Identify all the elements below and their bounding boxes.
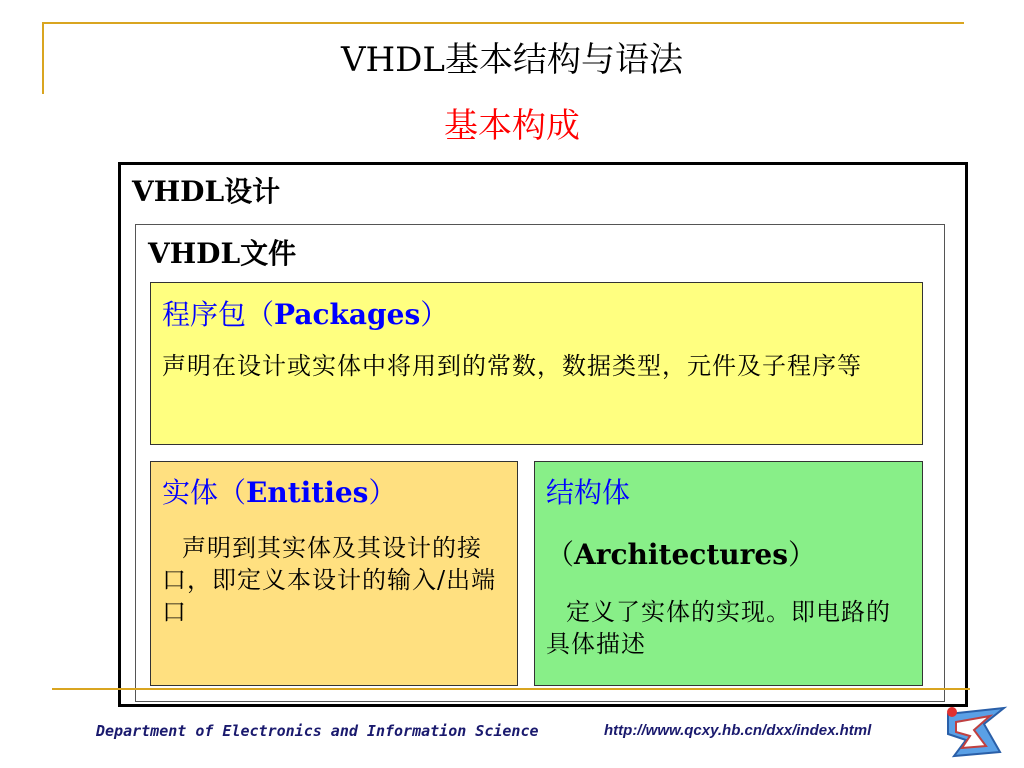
architectures-term-close: ） [787,538,816,571]
vhdl-file-label: VHDL文件 [148,237,297,270]
architectures-term-en: Architectures [574,538,788,571]
entities-description: 声明到其实体及其设计的接口，即定义本设计的输入/出端口 [162,534,497,626]
slide-title: VHDL基本结构与语法 [340,40,684,80]
architectures-description: 定义了实体的实现。即电路的具体描述 [546,598,891,658]
architectures-term-open: （ [546,538,575,571]
department-logo-icon [944,704,1016,760]
footer-url-link[interactable]: http://www.qcxy.hb.cn/dxx/index.html [604,722,872,739]
packages-heading-cn: 程序包（ [162,298,275,331]
footer-department: Department of Electronics and Information Science [96,722,539,740]
vhdl-design-label: VHDL设计 [132,175,281,208]
bottom-decorative-rule [52,688,970,690]
packages-heading-en: Packages [274,298,421,331]
slide-subtitle: 基本构成 [444,106,580,146]
packages-description: 声明在设计或实体中将用到的常数，数据类型，元件及子程序等 [162,352,862,380]
entities-heading-en: Entities [246,476,369,509]
architectures-heading: 结构体 [546,476,631,509]
top-decorative-rule [42,22,964,24]
entities-heading-close: ） [368,476,397,509]
entities-heading [162,474,396,512]
packages-heading-close: ） [420,298,449,331]
packages-heading [162,296,448,334]
architectures-term [546,536,816,574]
entities-heading-cn: 实体（ [162,476,247,509]
